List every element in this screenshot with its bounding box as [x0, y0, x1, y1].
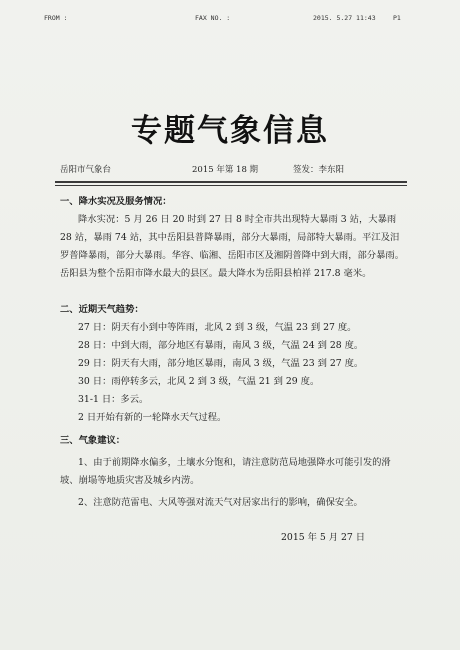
- section1-heading: 一、降水实况及服务情况：: [60, 196, 172, 207]
- advice-item: 1、由于前期降水偏多，土壤水分饱和，请注意防范局地强降水可能引发的滑坡、崩塌等地质灾害及城乡内涝。: [60, 457, 391, 486]
- forecast-item: 27 日：阴天有小到中等阵雨，北风 2 到 3 级，气温 23 到 27 度。: [78, 322, 357, 333]
- forecast-item: 30 日：雨停转多云，北风 2 到 3 级，气温 21 到 29 度。: [78, 376, 320, 387]
- section-precipitation: [60, 193, 405, 283]
- advice-item: 2、注意防范雷电、大风等强对流天气对居家出行的影响，确保安全。: [78, 497, 363, 508]
- header-rule-thin: [55, 185, 407, 186]
- fax-header: [0, 14, 460, 28]
- issuer: 岳阳市气象台: [60, 165, 112, 175]
- section3-heading: 三、气象建议：: [60, 435, 126, 446]
- fax-page-number: P1: [393, 14, 401, 22]
- fax-from-label: FROM :: [44, 14, 68, 22]
- section1-paragraph: 降水实况：5 月 26 日 20 时到 27 日 8 时全市共出现特大暴雨 3 站，大暴雨 28 站，暴雨 74 站，其中岳阳县普降暴雨，部分大暴雨，局部特大暴雨。平江及汨罗普降暴雨，部分大暴雨。华容、临湘、岳阳市区及湘阴普降中到大雨，部分暴雨。岳阳县为整个岳阳市降水最大的县区。最大降水为岳阳县柏祥 217.8 毫米。: [60, 214, 404, 279]
- section-forecast: [60, 301, 405, 427]
- forecast-item: 2 日开始有新的一轮降水天气过程。: [78, 412, 227, 423]
- forecast-item: 31-1 日：多云。: [78, 394, 149, 405]
- fax-number-label: FAX NO. :: [195, 14, 231, 22]
- fax-datetime: 2015. 5.27 11:43: [313, 14, 376, 22]
- header-rule-thick: [55, 181, 407, 183]
- section2-heading: 二、近期天气趋势：: [60, 304, 144, 315]
- document-date: 2015 年 5 月 27 日: [281, 532, 366, 543]
- document-title: 专题气象信息: [131, 113, 329, 149]
- forecast-item: 29 日：阴天有大雨，部分地区暴雨，南风 3 级，气温 23 到 27 度。: [78, 358, 364, 369]
- signer: 签发：李东阳: [293, 165, 345, 175]
- section-advice: [60, 432, 405, 512]
- issue-number: 2015 年第 18 期: [192, 165, 259, 175]
- forecast-item: 28 日：中到大雨，部分地区有暴雨，南风 3 级，气温 24 到 28 度。: [78, 340, 364, 351]
